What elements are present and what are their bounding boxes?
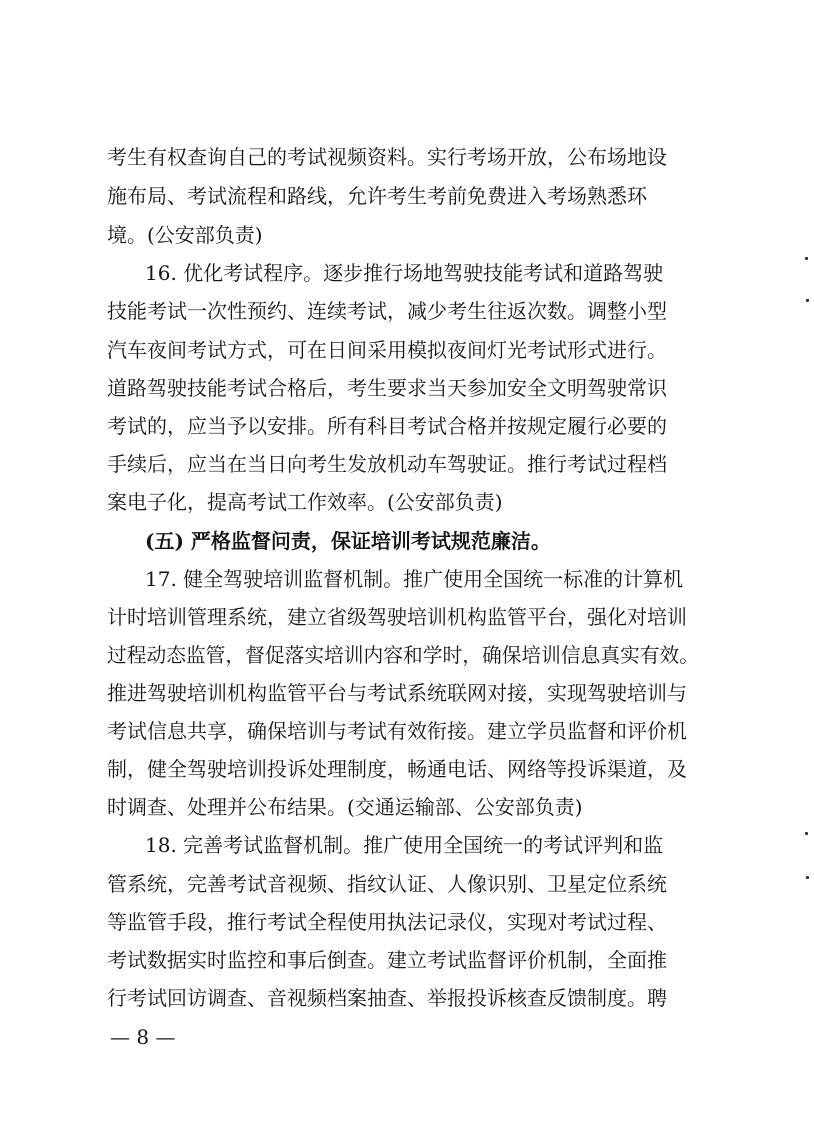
scan-speck: [806, 299, 809, 302]
text-line: 手续后，应当在当日向考生发放机动车驾驶证。推行考试过程档: [107, 452, 667, 476]
scan-speck: [805, 257, 808, 260]
scan-speck: [805, 832, 808, 835]
text-line: 考试的，应当予以安排。所有科目考试合格并按规定履行必要的: [107, 414, 667, 438]
section-18-heading-line: 18. 完善考试监督机制。推广使用全国统一的考试评判和监: [145, 833, 664, 857]
text-line: 过程动态监管，督促落实培训内容和学时，确保培训信息真实有效。: [107, 643, 700, 667]
text-line: 考生有权查询自己的考试视频资料。实行考场开放，公布场地设: [107, 145, 667, 169]
page-number: — 8 —: [110, 1025, 176, 1049]
text-line: 汽车夜间考试方式，可在日间采用模拟夜间灯光考试形式进行。: [107, 338, 667, 362]
section-17-heading-line: 17. 健全驾驶培训监督机制。推广使用全国统一标准的计算机: [145, 567, 684, 591]
scan-speck: [806, 876, 809, 879]
text-line: 道路驾驶技能考试合格后，考生要求当天参加安全文明驾驶常识: [107, 376, 667, 400]
text-line: 制，健全驾驶培训投诉处理制度，畅通电话、网络等投诉渠道，及: [107, 757, 687, 781]
text-line: 技能考试一次性预约、连续考试，减少考生往返次数。调整小型: [107, 299, 667, 323]
section-16-heading-line: 16. 优化考试程序。逐步推行场地驾驶技能考试和道路驾驶: [145, 261, 664, 285]
text-line: 推进驾驶培训机构监管平台与考试系统联网对接，实现驾驶培训与: [107, 681, 687, 705]
text-line: 时调查、处理并公布结果。(交通运输部、公安部负责): [107, 795, 583, 819]
text-line: 施布局、考试流程和路线，允许考生考前免费进入考场熟悉环: [107, 184, 647, 208]
text-line: 境。(公安部负责): [107, 223, 263, 247]
text-line: 行考试回访调查、音视频档案抽查、举报投诉核查反馈制度。聘: [107, 986, 667, 1010]
text-line: 计时培训管理系统，建立省级驾驶培训机构监管平台，强化对培训: [107, 605, 687, 629]
text-line: 等监管手段，推行考试全程使用执法记录仪，实现对考试过程、: [107, 910, 667, 934]
text-line: 考试数据实时监控和事后倒查。建立考试监督评价机制，全面推: [107, 948, 667, 972]
text-line: 考试信息共享，确保培训与考试有效衔接。建立学员监督和评价机: [107, 719, 687, 743]
text-line: 管系统，完善考试音视频、指纹认证、人像识别、卫星定位系统: [107, 872, 667, 896]
section-heading: (五) 严格监督问责，保证培训考试规范廉洁。: [145, 529, 551, 553]
text-line: 案电子化，提高考试工作效率。(公安部负责): [107, 490, 503, 514]
